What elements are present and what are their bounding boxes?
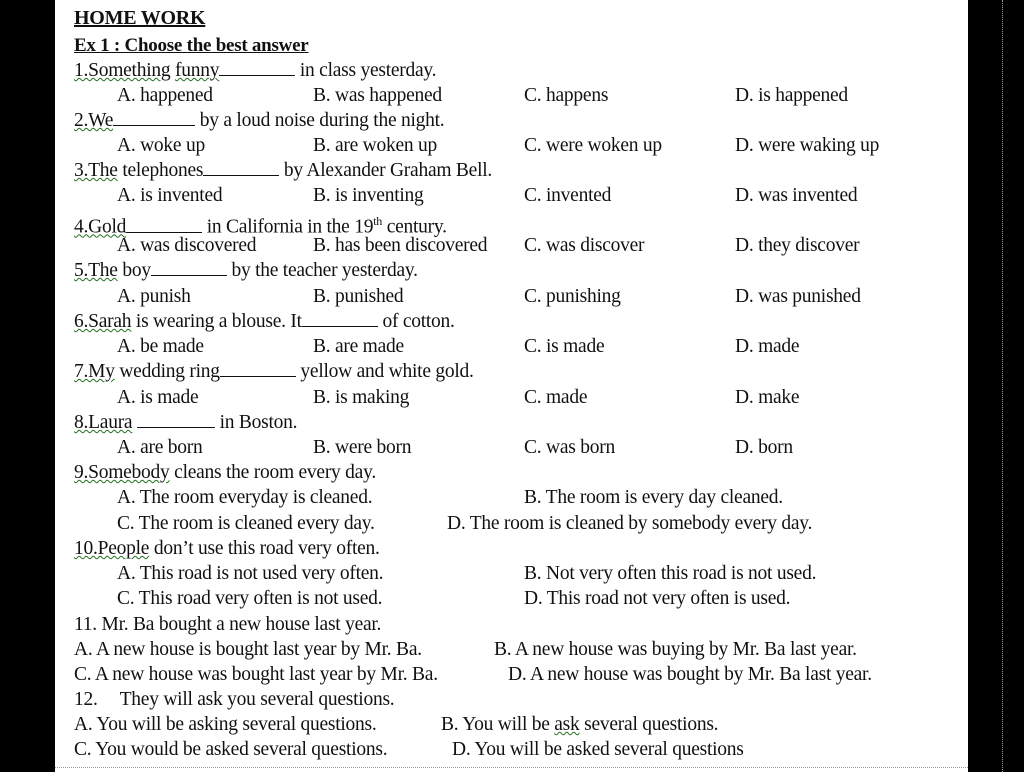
option-b[interactable]: B. You will be ask several questions. <box>441 714 719 735</box>
option-b[interactable]: B. are made <box>313 336 404 357</box>
option-b[interactable]: B. was happened <box>313 85 442 106</box>
question-10: 10.People don’t use this road very often. <box>74 538 380 559</box>
option-d[interactable]: D. is happened <box>735 85 848 106</box>
option-a[interactable]: A. This road is not used very often. <box>117 563 384 584</box>
option-d[interactable]: D. were waking up <box>735 135 880 156</box>
option-c[interactable]: C. made <box>524 387 588 408</box>
question-number: 3.The <box>74 160 118 181</box>
option-d[interactable]: D. You will be asked several questions <box>452 739 744 760</box>
option-a[interactable]: A. is invented <box>117 185 223 206</box>
option-a[interactable]: A. The room everyday is cleaned. <box>117 487 373 508</box>
option-a[interactable]: A. woke up <box>117 135 205 156</box>
option-b[interactable]: B. has been discovered <box>313 235 488 256</box>
option-d[interactable]: D. born <box>735 437 793 458</box>
option-d[interactable]: D. This road not very often is used. <box>524 588 791 609</box>
option-b[interactable]: B. are woken up <box>313 135 438 156</box>
option-a[interactable]: A. punish <box>117 286 191 307</box>
option-d[interactable]: D. they discover <box>735 235 860 256</box>
question-number: 1.Something <box>74 60 171 81</box>
option-a[interactable]: A. A new house is bought last year by Mr. Ba. <box>74 639 422 660</box>
option-a[interactable]: A. happened <box>117 85 213 106</box>
question-3: 3.The telephones by Alexander Graham Bell. <box>74 160 493 181</box>
answer-blank[interactable] <box>137 411 215 428</box>
margin-rule <box>1002 0 1003 772</box>
option-d[interactable]: D. made <box>735 336 800 357</box>
question-1: 1.Something funny in class yesterday. <box>74 60 437 81</box>
option-d[interactable]: D. was invented <box>735 185 858 206</box>
question-8: 8.Laura in Boston. <box>74 412 298 433</box>
option-b[interactable]: B. punished <box>313 286 404 307</box>
question-number: 8.Laura <box>74 412 133 433</box>
question-12: 12. They will ask you several questions. <box>74 689 395 710</box>
option-d[interactable]: D. A new house was bought by Mr. Ba last year. <box>508 664 872 685</box>
option-b[interactable]: B. A new house was buying by Mr. Ba last year. <box>494 639 857 660</box>
question-2: 2.We by a loud noise during the night. <box>74 110 445 131</box>
question-11: 11. Mr. Ba bought a new house last year. <box>74 614 382 635</box>
question-6: 6.Sarah is wearing a blouse. It of cotton. <box>74 311 455 332</box>
question-number: 9.Somebody <box>74 462 170 483</box>
exercise-heading: Ex 1 : Choose the best answer <box>74 35 309 56</box>
option-d[interactable]: D. was punished <box>735 286 861 307</box>
option-c[interactable]: C. was born <box>524 437 615 458</box>
question-5: 5.The boy by the teacher yesterday. <box>74 260 418 281</box>
question-7: 7.My wedding ring yellow and white gold. <box>74 361 474 382</box>
question-number: 4.Gold <box>74 216 127 238</box>
question-4: 4.Gold in California in the 19th century. <box>74 214 447 238</box>
question-number: 7.My <box>74 361 115 382</box>
question-number: 2.We <box>74 110 114 131</box>
option-c[interactable]: C. happens <box>524 85 609 106</box>
question-9: 9.Somebody cleans the room every day. <box>74 462 376 483</box>
option-a[interactable]: A. is made <box>117 387 199 408</box>
option-a[interactable]: A. are born <box>117 437 203 458</box>
option-b[interactable]: B. were born <box>313 437 412 458</box>
option-b[interactable]: B. is making <box>313 387 410 408</box>
option-c[interactable]: C. A new house was bought last year by Mr. Ba. <box>74 664 438 685</box>
option-d[interactable]: D. The room is cleaned by somebody every day. <box>447 513 813 534</box>
option-a[interactable]: A. You will be asking several questions. <box>74 714 377 735</box>
option-c[interactable]: C. is made <box>524 336 605 357</box>
option-c[interactable]: C. invented <box>524 185 612 206</box>
option-b[interactable]: B. The room is every day cleaned. <box>524 487 783 508</box>
answer-blank[interactable] <box>220 360 296 377</box>
answer-blank[interactable] <box>219 59 295 76</box>
option-c[interactable]: C. You would be asked several questions. <box>74 739 388 760</box>
answer-blank[interactable] <box>203 159 279 176</box>
answer-blank[interactable] <box>302 310 378 327</box>
option-b[interactable]: B. is inventing <box>313 185 424 206</box>
question-number: 12. <box>74 689 98 710</box>
bottom-rule <box>55 767 968 768</box>
question-number: 5.The <box>74 260 118 281</box>
answer-blank[interactable] <box>126 216 202 233</box>
answer-blank[interactable] <box>113 109 195 126</box>
option-a[interactable]: A. was discovered <box>117 235 257 256</box>
answer-blank[interactable] <box>151 259 227 276</box>
question-number: 6.Sarah <box>74 311 132 332</box>
option-c[interactable]: C. This road very often is not used. <box>117 588 383 609</box>
option-b[interactable]: B. Not very often this road is not used. <box>524 563 817 584</box>
option-c[interactable]: C. were woken up <box>524 135 662 156</box>
page-title: HOME WORK <box>74 7 206 29</box>
option-a[interactable]: A. be made <box>117 336 204 357</box>
question-number: 10.People <box>74 538 150 559</box>
option-d[interactable]: D. make <box>735 387 800 408</box>
worksheet-page <box>55 0 968 772</box>
option-c[interactable]: C. punishing <box>524 286 621 307</box>
option-c[interactable]: C. was discover <box>524 235 645 256</box>
option-c[interactable]: C. The room is cleaned every day. <box>117 513 375 534</box>
